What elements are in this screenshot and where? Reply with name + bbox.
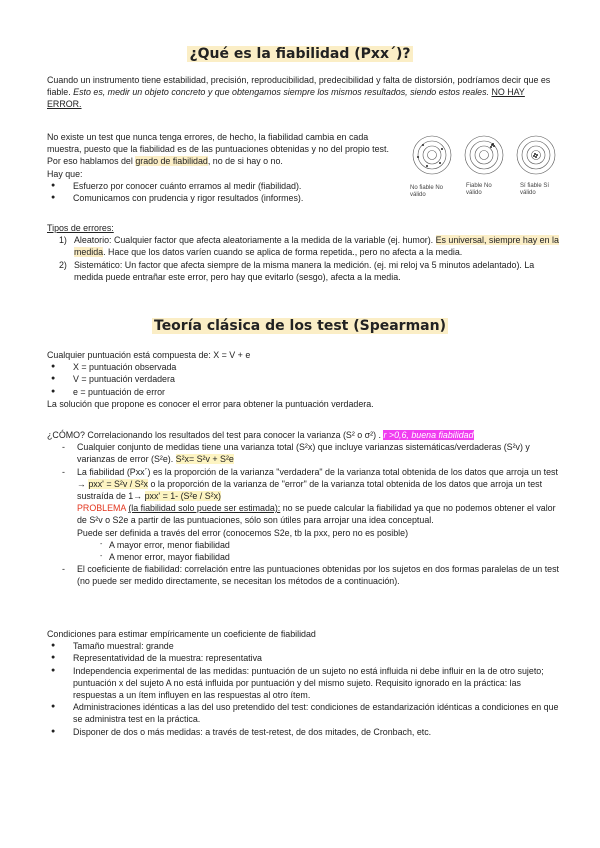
hay-que: Hay que: (47, 168, 83, 179)
target-diagrams (408, 133, 568, 203)
grado-fiabilidad-highlight: grado de fiabilidad (135, 156, 208, 167)
list-item: - Cualquier conjunto de medidas tiene una varianza total (S²x) que incluye varianzas sistemáticas/verdaderas (S²v) y varianzas de error (S²e). S²x= S²v + S²e (47, 441, 559, 465)
target-label: Fiable No válido (466, 183, 492, 196)
intro-italic: Esto es, medir un objeto concreto y que obtengamos siempre los mismos resultados, siendo estos reales. (73, 87, 490, 98)
list-item: - A mayor error, menor fiabilidad (85, 539, 559, 551)
target-label: Sí fiable Sí válido (520, 183, 550, 196)
errores-section (47, 222, 559, 283)
target-circles-icon (408, 133, 568, 185)
list-item: ● Independencia experimental de las medidas: puntuación de un sujeto no está influida ni debe influir en la de otro sujeto; puntuación x del sujeto A no está influida por puntuación y del mismo sujeto. Requisito ignorado en la práctica: las respuestas a un ítem influyen en las respuestas al otro ítem. (47, 665, 559, 702)
compuesta-section (47, 349, 559, 410)
varianza-formula: S²x= S²v + S²e (175, 454, 234, 465)
list-item: - El coeficiente de fiabilidad: correlación entre las puntuaciones obtenidas por los sujetos en dos formas paralelas de un test (no puede ser medido directamente, se necesitan los métodos de a continuación). (47, 563, 559, 587)
intro-paragraph (47, 74, 559, 111)
intro-text: Cuando un instrumento tiene estabilidad, precisión, reproducibilidad, predecibilidad y falta de distorsión, podríamos decir que es fiable. (47, 75, 551, 98)
errores-list (47, 234, 559, 283)
list-item: ● X = puntuación observada (47, 361, 559, 373)
pxx-formula-1: pxx' = S²v / S²x (88, 478, 148, 489)
title-fiabilidad: ¿Qué es la fiabilidad (Pxx´)? (189, 46, 411, 62)
paragraph-grado: No existe un test que nunca tenga errores, de hecho, la fiabilidad cambia en cada muestra, puesto que la fiabilidad es de las puntuaciones obtenidas y no del propio test. Por eso hablamos del grado de fiabilidad, no de si hay o no. Hay que: ● Esfuerzo por conocer cuánto erramos al medir (fiabilidad). ● Comunicamos con prudencia y rigor resultados (informes). (47, 131, 397, 204)
condiciones-heading: Condiciones para estimar empíricamente un coeficiente de fiabilidad (47, 629, 316, 639)
list-item: ● Representatividad de la muestra: representativa (47, 652, 559, 664)
list-item: - A menor error, mayor fiabilidad (85, 551, 559, 563)
list-item: ● Administraciones idénticas a las del uso pretendido del test: condiciones de estandarización idénticas a condiciones en que se administra test en la práctica. (47, 701, 559, 725)
universal-highlight: Es universal, siempre hay en la medida (74, 235, 559, 258)
list-item: ● e = puntuación de error (47, 386, 559, 398)
como-section: ¿CÓMO? Correlacionando los resultados del test para conocer la varianza (S² o σ²) . r >0,6, buena fiabilidad - Cualquier conjunto de medidas tiene una varianza total (S²x) que incluye varianzas sistemáticas/verdaderas (S²v) y varianzas de error (S²e). S²x= S²v + S²e - La fiabilidad (Pxx´) es la proporción de la varianza "verdadera" de la varianza total obtenida de los datos que arroja un test → pxx' = S²v / S²x o la proporción de la varianza de "error" de la varianza total obtenida de los datos que arroja un test sustraída de 1→ pxx' = 1- (S²e / S²x) PROBLEMA (la fiabilidad solo puede ser estimada): no se puede calcular la fiabilidad ya que no podemos obtener el valor de S²v o S2e a partir de las puntuaciones, sólo son útiles para arrojar una idea conceptual. Puede ser definida a través del error (conocemos S2e, tb la pxx, pero no es posible) - A mayor error, menor fiabilidad - A menor error, mayor fiabilidad - El coeficiente de fiabilidad: correlación entre las puntuaciones obtenidas por los sujetos en dos formas paralelas de un test (no puede ser medido directamente, se necesitan los métodos de a continuación). (47, 429, 559, 588)
errores-heading: Tipos de errores: (47, 223, 114, 233)
como-list (47, 441, 559, 587)
list-item: - La fiabilidad (Pxx´) es la proporción de la varianza "verdadera" de la varianza total obtenida de los datos que arroja un test → pxx' = S²v / S²x o la proporción de la varianza de "error" de la varianza total obtenida de los datos que arroja un test sustraída de 1→ pxx' = 1- (S²e / S²x) PROBLEMA (la fiabilidad solo puede ser estimada): no se puede calcular la fiabilidad ya que no podemos obtener el valor de S²v o S2e a partir de las puntuaciones, sólo son útiles para arrojar una idea conceptual. Puede ser definida a través del error (conocemos S2e, tb la pxx, pero no es posible) - A mayor error, menor fiabilidad - A menor error, mayor fiabilidad (47, 466, 559, 564)
hay-que-list (47, 180, 397, 204)
formula-line: Cualquier puntuación está compuesta de: X = V + e (47, 350, 251, 360)
list-item: 1) Aleatorio: Cualquier factor que afecta aleatoriamente a la medida de la variable (ej. humor). Es universal, siempre hay en la medida. Hace que los datos varíen cuando se aplica de forma repetida., pero no afecta a la media. (59, 235, 559, 258)
list-item: ● Tamaño muestral: grande (47, 640, 559, 652)
no-error-text: NO HAY ERROR. (47, 87, 525, 110)
target-label: No fiable No válido (410, 185, 444, 198)
pxx-formula-2: pxx' = 1- (S²e / S²x) (144, 491, 222, 502)
solucion-line: La solución que propone es conocer el error para obtener la puntuación verdadera. (47, 398, 374, 409)
list-item: ● Comunicamos con prudencia y rigor resultados (informes). (47, 192, 397, 204)
condiciones-list (47, 640, 559, 738)
list-item: ● Esfuerzo por conocer cuánto erramos al medir (fiabilidad). (47, 180, 397, 192)
problema-label: PROBLEMA (77, 503, 126, 514)
compuesta-list (47, 361, 559, 398)
condiciones-section (47, 628, 559, 738)
list-item: ● V = puntuación verdadera (47, 373, 559, 385)
error-list (85, 539, 559, 563)
buena-fiabilidad-highlight: r >0,6, buena fiabilidad (383, 430, 474, 440)
list-item: 2) Sistemático: Un factor que afecta siempre de la misma manera la medición. (ej. mi reloj va 5 minutos adelantado). La medida puede entrañar este error, pero hay que evitarlo (sesgo), afecta a la media. (59, 259, 535, 282)
title-teoria-clasica: Teoría clásica de los test (Spearman) (154, 318, 446, 334)
list-item: ● Disponer de dos o más medidas: a través de test-retest, de dos mitades, de Cronbach, etc. (47, 726, 559, 738)
